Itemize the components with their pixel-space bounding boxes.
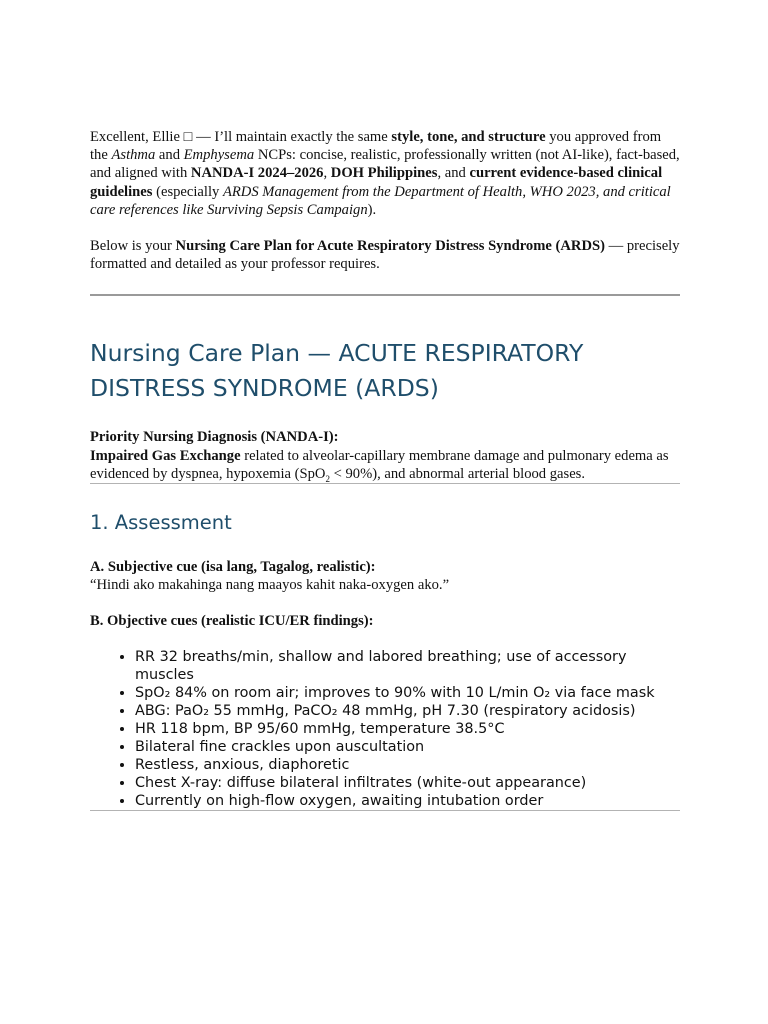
list-item: • HR 118 bpm, BP 95/60 mmHg, temperature 38.5°C [135,720,680,738]
list-item: • RR 32 breaths/min, shallow and labored breathing; use of accessory muscles [135,648,680,684]
intro-text: Below is your [90,238,176,255]
intro-text: , [323,165,331,182]
intro-bold-text: style, tone, and structure [391,129,546,145]
intro-bold-text: Nursing Care Plan for Acute Respiratory Distress Syndrome (ARDS) [175,238,605,255]
diagnosis-text: < 90%), and abnormal arterial blood gases. [329,465,585,482]
intro-text: — precisely formatted and detailed as your professor requires. [90,238,680,273]
assessment-heading: 1. Assessment [90,511,232,535]
page-title: Nursing Care Plan — ACUTE RESPIRATORY DISTRESS SYNDROME (ARDS) [90,339,584,403]
intro-text: Excellent, Ellie [90,129,184,145]
intro-text: you approved from the [90,129,662,164]
section-divider [90,294,680,296]
intro-text: ). [367,201,377,218]
intro-bold-text: current evidence-based clinical guidelines [90,165,663,200]
intro-text: and [155,147,184,164]
intro-italic-text: Asthma [111,147,156,164]
diagnosis-heading: Priority Nursing Diagnosis (NANDA-I): [90,429,339,446]
diagnosis-bold-text: Impaired Gas Exchange [90,447,241,464]
intro-text: , and [437,165,470,182]
objective-label: B. Objective cues (realistic ICU/ER findings): [90,613,374,630]
list-item: • SpO₂ 84% on room air; improves to 90% with 10 L/min O₂ via face mask [135,684,680,702]
section-divider [90,810,680,811]
intro-bold-text: NANDA-I 2024–2026 [190,165,324,182]
subjective-block [90,558,680,594]
intro-text: (especially [152,183,223,200]
list-item: • Restless, anxious, diaphoretic [135,756,680,774]
list-item: • Bilateral fine crackles upon auscultation [135,738,680,756]
subjective-label: A. Subjective cue (isa lang, Tagalog, realistic): [90,559,376,576]
subjective-quote: “Hindi ako makahinga nang maayos kahit naka-oxygen ako.” [90,577,450,594]
list-item: • Currently on high-flow oxygen, awaiting intubation order [135,792,680,810]
diagnosis-subscript: 2 [325,473,330,484]
section-divider [90,483,680,484]
objective-block [90,612,680,630]
document-page [90,128,680,811]
intro-bold-text: DOH Philippines [330,165,438,182]
diagnosis-block [90,428,680,483]
missing-glyph-icon: □ [183,129,193,145]
list-item: • ABG: PaO₂ 55 mmHg, PaCO₂ 48 mmHg, pH 7.30 (respiratory acidosis) [135,702,680,720]
intro-paragraph-2 [90,237,680,273]
diagnosis-text: related to alveolar-capillary membrane damage and pulmonary edema as evidenced by dyspnea, hypoxemia (SpO [90,447,669,482]
list-item: • Chest X-ray: diffuse bilateral infiltrates (white-out appearance) [135,774,680,792]
intro-text: NCPs: concise, realistic, professionally written (not AI-like), fact-based, and aligned with [90,147,680,182]
objective-cues-list [90,648,680,810]
intro-italic-text: Emphysema [183,147,255,164]
intro-text: — I’ll maintain exactly the same [192,129,392,145]
intro-italic-text: ARDS Management from the Department of Health, WHO 2023, and critical care references like Surviving Sepsis Campaign [90,183,671,218]
intro-paragraph [90,128,680,219]
